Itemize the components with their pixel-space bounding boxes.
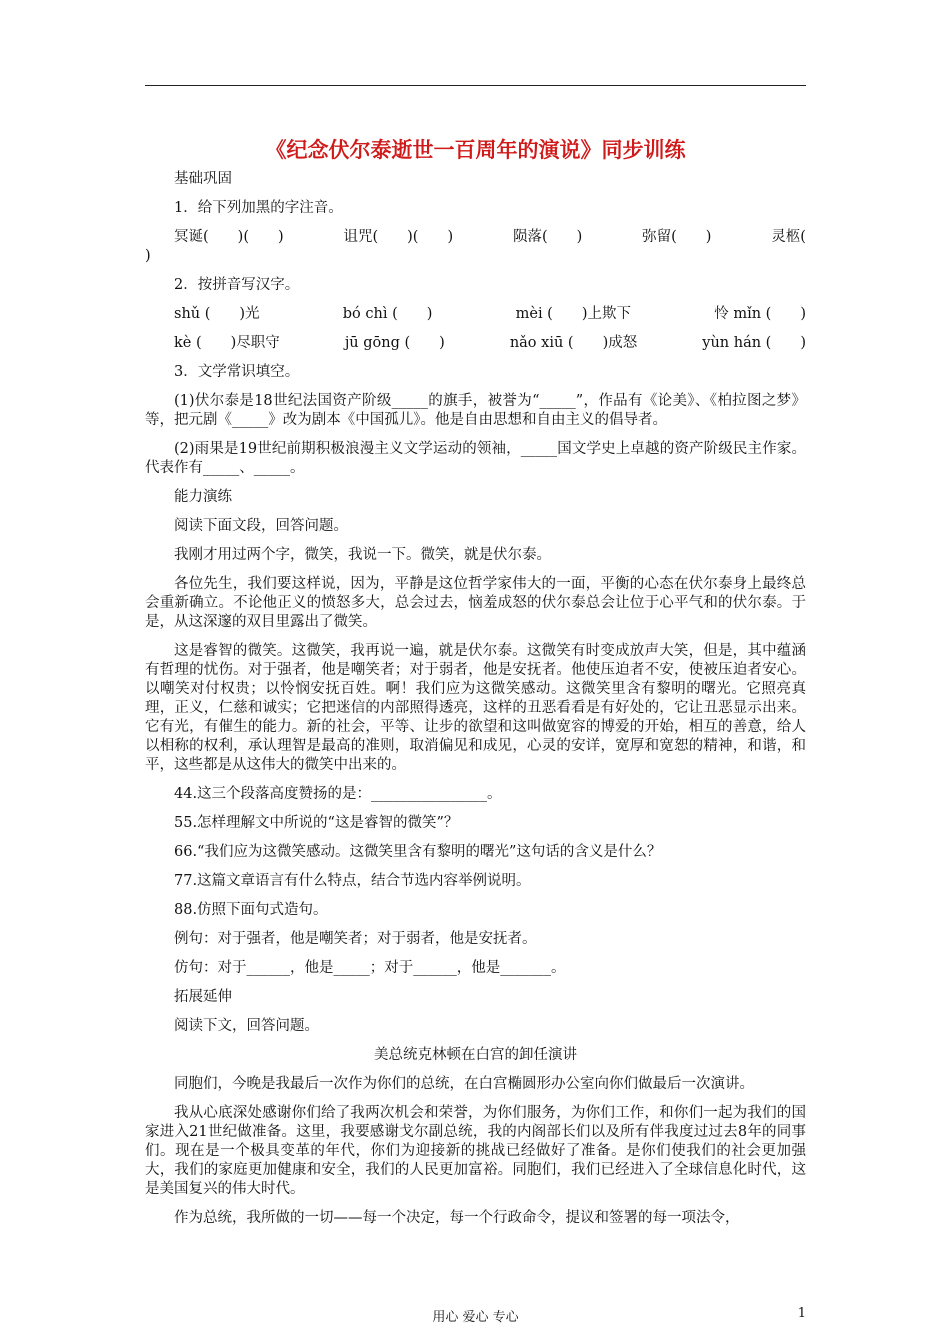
header-rule bbox=[145, 85, 806, 86]
reading-2-instruction: 阅读下文，回答问题。 bbox=[174, 1018, 319, 1034]
section-heading-extension: 拓展延伸 bbox=[174, 989, 232, 1005]
question-1-prompt: 1．给下列加黑的字注音。 bbox=[174, 200, 343, 216]
q2-item: shǔ ( )光 bbox=[174, 306, 260, 322]
reading-1-paragraph: 各位先生，我们要这样说，因为，平静是这位哲学家伟大的一面，平衡的心态在伏尔泰身上最终总会重新确立。不论他正义的愤怒多大，总会过去，恼羞成怒的伏尔泰总会让位于心平气和的伏尔泰。于是，从这深邃的双目里露出了微笑。 bbox=[145, 576, 806, 630]
reading-1-question: 77.这篇文章语言有什么特点，结合节选内容举例说明。 bbox=[174, 873, 531, 889]
reading-1-paragraph: 这是睿智的微笑。这微笑，我再说一遍，就是伏尔泰。这微笑有时变成放声大笑，但是，其中蕴涵有哲理的忧伤。对于强者，他是嘲笑者；对于弱者，他是安抚者。他使压迫者不安，使被压迫者安心。以嘲笑对付权贵；以怜悯安抚百姓。啊！我们应为这微笑感动。这微笑里含有黎明的曙光。它照亮真理，正义，仁慈和诚实；它把迷信的内部照得透亮，这样的丑恶看看是有好处的，它让丑恶显示出来。它有光，有催生的能力。新的社会，平等、让步的欲望和这叫做宽容的博爱的开始，相互的善意，给人以相称的权利，承认理智是最高的准则，取消偏见和成见，心灵的安详，宽厚和宽恕的精神，和谐，和平，这些都是从这伟大的微笑中出来的。 bbox=[145, 643, 806, 773]
q2-item: 怜 mǐn ( ) bbox=[714, 306, 806, 322]
reading-1-instruction: 阅读下面文段，回答问题。 bbox=[174, 518, 348, 534]
q2-item: kè ( )尽职守 bbox=[174, 335, 280, 351]
question-2-row-2 bbox=[145, 334, 806, 353]
question-1-items bbox=[145, 228, 806, 266]
q1-item: 弥留( ) bbox=[642, 229, 712, 245]
q1-item: 冥诞( )( ) bbox=[174, 229, 284, 245]
section-heading-basic: 基础巩固 bbox=[174, 171, 232, 187]
q1-item-tail: ) bbox=[145, 248, 151, 264]
reading-2-paragraph: 同胞们，今晚是我最后一次作为你们的总统，在白宫椭圆形办公室向你们做最后一次演讲。 bbox=[174, 1076, 754, 1092]
reading-1-question: 88.仿照下面句式造句。 bbox=[174, 902, 328, 918]
reading-2-paragraph: 作为总统，我所做的一切——每一个决定，每一个行政命令，提议和签署的每一项法令， bbox=[174, 1210, 740, 1226]
q2-item: mèi ( )上欺下 bbox=[515, 306, 632, 322]
q1-item: 诅咒( )( ) bbox=[343, 229, 454, 245]
q2-item: yùn hán ( ) bbox=[702, 335, 806, 351]
example-sentence: 例句：对于强者，他是嘲笑者；对于弱者，他是安抚者。 bbox=[174, 931, 537, 947]
footer-motto: 用心 爱心 专心 bbox=[432, 1310, 519, 1325]
question-3-part-1: (1)伏尔泰是18世纪法国资产阶级_____的旗手，被誉为“_____”，作品有《论美》、《柏拉图之梦》等，把元剧《_____》改为剧本《中国孤儿》。他是自由思想和自由主义的倡导者。 bbox=[145, 393, 806, 428]
document-title: 《纪念伏尔泰逝世一百周年的演说》同步训练 bbox=[265, 137, 686, 162]
question-3-prompt: 3．文学常识填空。 bbox=[174, 364, 300, 380]
q2-item: nǎo xiū ( )成怒 bbox=[509, 335, 638, 351]
q2-item: bó chì ( ) bbox=[342, 306, 433, 322]
imitation-sentence: 仿句：对于______，他是_____；对于______，他是_______。 bbox=[174, 960, 566, 976]
document-body bbox=[145, 170, 806, 1238]
q2-item: jū gōng ( ) bbox=[344, 335, 445, 351]
reading-2-paragraph: 我从心底深处感谢你们给了我两次机会和荣誉，为你们服务，为你们工作，和你们一起为我们的国家进入21世纪做准备。这里，我要感谢戈尔副总统，我的内阁部长们以及所有伴我度过过去8年的同事们。现在是一个极具变革的年代，你们为迎接新的挑战已经做好了准备。是你们使我们的社会更加强大，我们的家庭更加健康和安全，我们的人民更加富裕。同胞们，我们已经进入了全球信息化时代，这是美国复兴的伟大时代。 bbox=[145, 1105, 806, 1197]
q1-item: 陨落( ) bbox=[512, 229, 583, 245]
question-3-part-2: (2)雨果是19世纪前期积极浪漫主义文学运动的领袖，_____国文学史上卓越的资产阶级民主作家。代表作有_____、_____。 bbox=[145, 441, 806, 476]
reading-1-paragraph: 我刚才用过两个字，微笑，我说一下。微笑，就是伏尔泰。 bbox=[174, 547, 551, 563]
reading-1-question: 66.“我们应为这微笑感动。这微笑里含有黎明的曙光”这句话的含义是什么？ bbox=[174, 844, 662, 860]
q1-item: 灵柩( bbox=[771, 229, 806, 245]
question-2-prompt: 2．按拼音写汉字。 bbox=[174, 277, 300, 293]
reading-1-question: 55.怎样理解文中所说的“这是睿智的微笑”？ bbox=[174, 815, 459, 831]
reading-1-question: 44.这三个段落高度赞扬的是：________________。 bbox=[174, 786, 502, 802]
section-heading-ability: 能力演练 bbox=[174, 489, 232, 505]
question-2-row-1 bbox=[145, 305, 806, 324]
page-number: 1 bbox=[797, 1306, 806, 1321]
reading-2-title: 美总统克林顿在白宫的卸任演讲 bbox=[374, 1047, 577, 1063]
